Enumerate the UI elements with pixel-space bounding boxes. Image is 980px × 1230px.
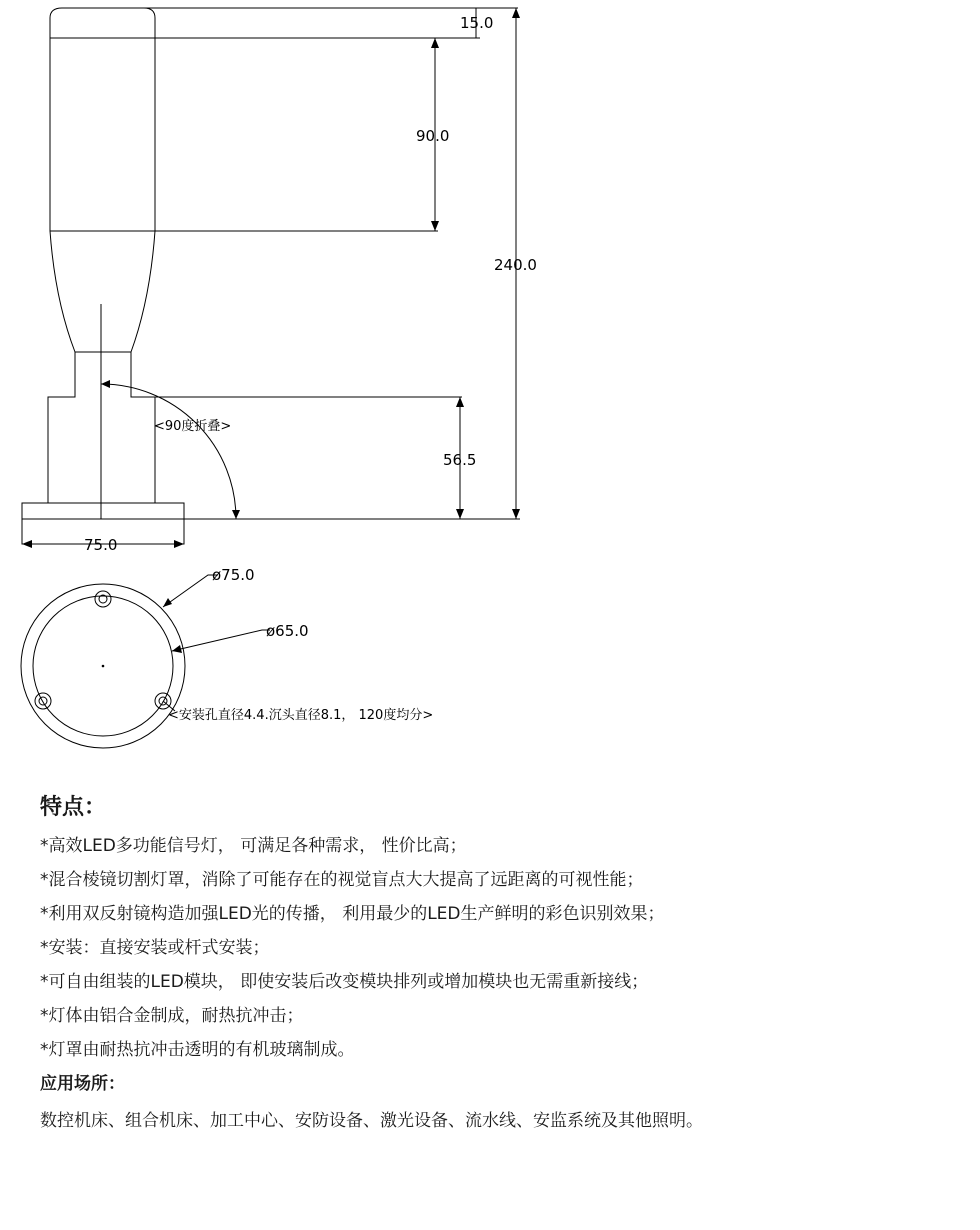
feature-item: *高效LED多功能信号灯， 可满足各种需求， 性价比高； [40,836,467,856]
leader-inner-arrow [172,645,182,653]
fold-arrow-bottom [232,510,240,519]
feature-item: *利用双反射镜构造加强LED光的传播， 利用最少的LED生产鲜明的彩色识别效果； [40,904,665,924]
dim-base-arrow-bottom [456,509,464,519]
feature-item: *混合棱镜切割灯罩，消除了可能存在的视觉盲点大大提高了远距离的可视性能； [40,870,644,890]
dim-label-cap: 15.0 [460,14,494,32]
lamp-cap-outline [50,8,155,38]
dimension-lines [22,8,537,554]
mounting-hole-note: <安装孔直径4.4.沉头直径8.1， 120度均分> [168,708,434,723]
leader-outer-arrow [163,598,172,607]
applications-heading: 应用场所： [40,1074,125,1094]
dim-width-arrow-left [22,540,32,548]
mount-hole-1-outer [95,591,111,607]
description-section [40,790,970,1141]
lamp-neck [50,231,155,352]
fold-arc [101,384,236,519]
dim-base-arrow-top [456,397,464,407]
fold-note: <90度折叠> [154,419,232,434]
center-dot [102,665,104,667]
dim-module-arrow-bottom [431,221,439,231]
feature-item: *灯体由铝合金制成，耐热抗冲击； [40,1006,304,1026]
mount-hole-2-outer [35,693,51,709]
base-top-view [21,566,433,748]
leader-inner [172,630,270,651]
applications-text: 数控机床、组合机床、加工中心、安防设备、激光设备、流水线、安监系统及其他照明。 [40,1111,703,1131]
dim-label-width: 75.0 [84,536,118,554]
features-heading: 特点： [40,795,107,820]
leader-outer [163,575,218,607]
feature-item: *可自由组装的LED模块， 即使安装后改变模块排列或增加模块也无需重新接线； [40,972,649,992]
dim-label-module: 90.0 [416,127,450,145]
dim-width-arrow-right [174,540,184,548]
lamp-side-view [22,8,240,544]
feature-item: *灯罩由耐热抗冲击透明的有机玻璃制成。 [40,1040,355,1060]
dim-label-total: 240.0 [494,256,537,274]
outer-diameter-label: ø75.0 [212,566,255,584]
fold-arrow-top [101,380,110,388]
dim-module-arrow-top [431,38,439,48]
dim-total-arrow-top [512,8,520,18]
dim-label-base: 56.5 [443,451,477,469]
mount-hole-2-inner [39,697,47,705]
pole-outline [22,352,184,544]
dim-total-arrow-bottom [512,509,520,519]
feature-item: *安装：直接安装或杆式安装； [40,938,270,958]
inner-diameter-label: ø65.0 [266,622,309,640]
